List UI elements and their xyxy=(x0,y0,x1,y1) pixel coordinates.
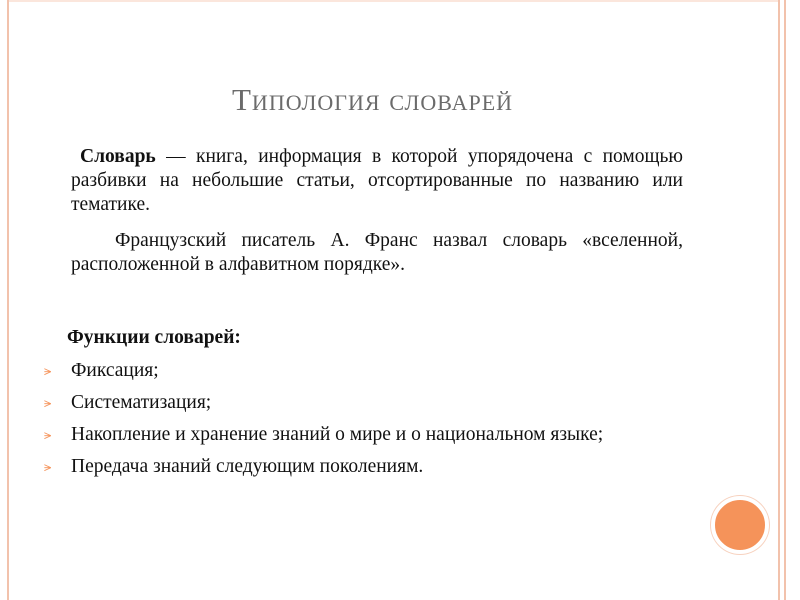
bullet-icon: ⪫ xyxy=(44,428,52,443)
decorative-orange-circle xyxy=(711,496,769,554)
definition-text: — книга, информация в которой упорядочена с помощью разбивки на небольшие статьи, отсортированные по названию или тематике. xyxy=(71,146,683,215)
term-word: Словарь xyxy=(80,146,156,167)
frame-right-lines xyxy=(778,0,786,600)
bullet-icon: ⪫ xyxy=(44,396,52,411)
bullet-icon: ⪫ xyxy=(44,364,52,379)
list-item: ⪫ Передача знаний следующим поколениям. xyxy=(44,455,704,479)
slide-title: Типология словарей xyxy=(232,82,514,117)
functions-list xyxy=(44,359,704,487)
definition-paragraph xyxy=(71,145,683,217)
list-item: ⪫ Накопление и хранение знаний о мире и о национальном языке; xyxy=(44,423,704,447)
functions-heading: Функции словарей: xyxy=(67,327,241,348)
frame-left-line xyxy=(7,0,9,600)
list-item: ⪫ Систематизация; xyxy=(44,391,704,415)
frame-top-line xyxy=(7,0,780,2)
list-item: ⪫ Фиксация; xyxy=(44,359,704,383)
bullet-icon: ⪫ xyxy=(44,460,52,475)
quote-paragraph: Французский писатель А. Франс назвал словарь «вселенной, расположенной в алфавитном порядке». xyxy=(71,230,683,275)
